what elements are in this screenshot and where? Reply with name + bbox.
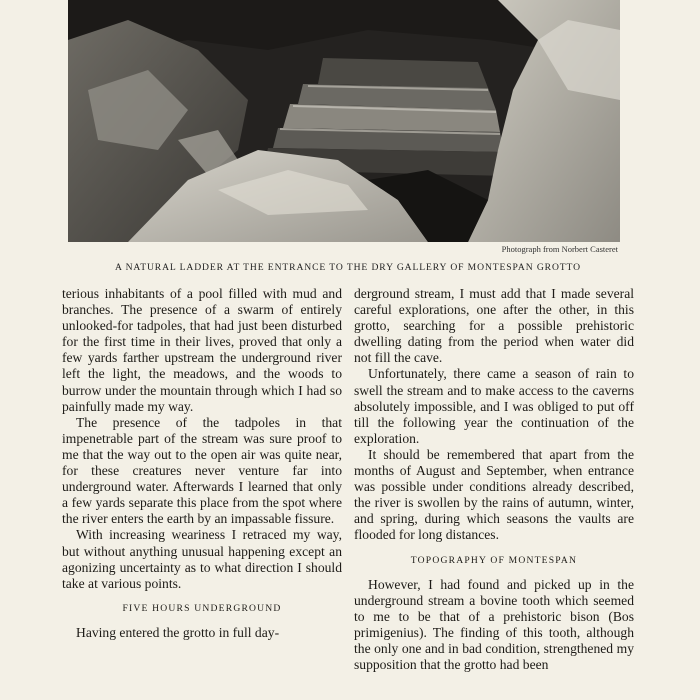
paragraph: The presence of the tadpoles in that impenetrable part of the stream was sure proof to me that the way out to the open air was quite near, for these creatures never venture far into underground water. Afterwards I learned that only a few yards separate this place from the spot where the river enters the earth by an impassable fissure. [62,414,342,527]
paragraph: Having entered the grotto in full day- [76,624,280,640]
section-heading: TOPOGRAPHY OF MONTESPAN [410,554,578,566]
photo-caption: A NATURAL LADDER AT THE ENTRANCE TO THE DRY GALLERY OF MONTESPAN GROTTO [115,262,581,273]
paragraph: It should be remembered that apart from the months of August and September, when entrance was possible under conditions already described, the river is swollen by the rains of autumn, winter, and spring, during which seasons the vaults are flooded for long distances. [354,446,634,543]
paragraph: With increasing weariness I retraced my way, but without anything unusual happening except an agonizing uncertainty as to what direction I should take at various points. [62,527,342,591]
paragraph: derground stream, I must add that I made several careful explorations, one after the other, in this grotto, searching for a possible prehistoric dwelling dating from the period when water did not fill the cave. [354,286,634,366]
section-heading: FIVE HOURS UNDERGROUND [122,602,282,614]
paragraph: terious inhabitants of a pool filled with mud and branches. The presence of a swarm of entirely unlooked-for tadpoles, that had just been disturbed for the first time in their lives, proved that only a few yards farther upstream the underground river left the light, the meadows, and the woods to burrow under the mountain through which I had so painfully made my way. [62,286,342,414]
paragraph: However, I had found and picked up in the underground stream a bovine tooth which seemed to me to be that of a prehistoric bison (Bos primigenius). The finding of this tooth, although the only one and in bad condition, strengthened my supposition that the grotto had been [354,576,634,673]
paragraph: Unfortunately, there came a season of rain to swell the stream and to make access to the caverns absolutely impossible, and I was obliged to put off till the following year the continuation of the exploration. [354,366,634,446]
left-column [62,286,342,641]
grotto-photograph [68,0,620,242]
right-column [354,286,634,673]
photo-credit: Photograph from Norbert Casteret [501,244,618,254]
